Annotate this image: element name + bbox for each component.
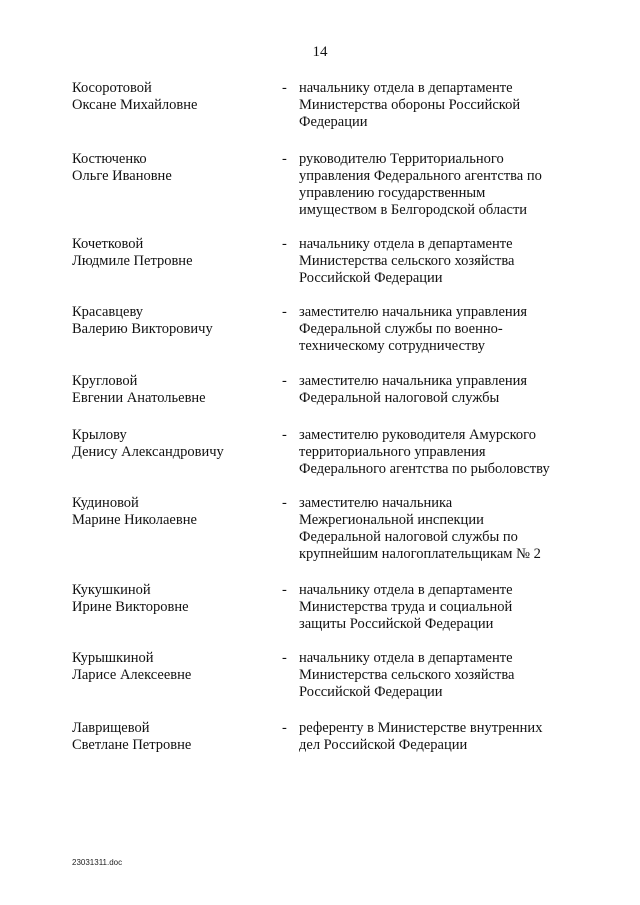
person-name-line: Ирине Викторовне xyxy=(72,599,189,615)
position-title-line: Министерства сельского хозяйства xyxy=(299,667,515,683)
person-name-line: Косоротовой xyxy=(72,80,152,96)
separator-dash: - xyxy=(282,495,287,511)
separator-dash: - xyxy=(282,304,287,320)
appointment-entry xyxy=(72,236,592,286)
separator-dash: - xyxy=(282,427,287,443)
position-title-line: заместителю начальника управления xyxy=(299,373,528,389)
position-title xyxy=(299,80,579,131)
appointment-entry xyxy=(72,582,592,632)
appointment-entry xyxy=(72,720,592,753)
position-title-line: Российской Федерации xyxy=(299,684,443,700)
position-title xyxy=(299,236,579,287)
position-title-line: заместителю начальника xyxy=(299,495,453,511)
person-name xyxy=(72,427,272,461)
person-name-line: Крылову xyxy=(72,427,127,443)
separator-dash: - xyxy=(282,236,287,252)
separator-dash: - xyxy=(282,650,287,666)
position-title-line: Федеральной налоговой службы по xyxy=(299,529,518,545)
appointment-entry xyxy=(72,495,592,562)
appointment-entry xyxy=(72,650,592,700)
person-name xyxy=(72,650,272,684)
position-title xyxy=(299,427,579,478)
person-name-line: Светлане Петровне xyxy=(72,737,192,753)
position-title-line: имуществом в Белгородской области xyxy=(299,202,528,218)
position-title-line: Межрегиональной инспекции xyxy=(299,512,484,528)
person-name xyxy=(72,80,272,114)
file-name-footer: 23031311.doc xyxy=(72,858,123,867)
page-number: 14 xyxy=(312,44,328,60)
position-title xyxy=(299,720,579,754)
position-title xyxy=(299,373,579,407)
person-name xyxy=(72,151,272,185)
position-title xyxy=(299,495,579,563)
position-title-line: техническому сотрудничеству xyxy=(299,338,485,354)
person-name-line: Кукушкиной xyxy=(72,582,151,598)
person-name xyxy=(72,495,272,529)
position-title xyxy=(299,582,579,633)
position-title-line: заместителю руководителя Амурского xyxy=(299,427,536,443)
person-name-line: Людмиле Петровне xyxy=(72,253,193,269)
person-name xyxy=(72,720,272,754)
position-title-line: Российской Федерации xyxy=(299,270,443,286)
position-title-line: управлению государственным xyxy=(299,185,486,201)
position-title xyxy=(299,151,579,219)
person-name-line: Кудиновой xyxy=(72,495,139,511)
position-title-line: Федеральной службы по военно- xyxy=(299,321,503,337)
position-title-line: начальнику отдела в департаменте xyxy=(299,650,513,666)
position-title-line: Министерства труда и социальной xyxy=(299,599,513,615)
separator-dash: - xyxy=(282,582,287,598)
position-title-line: Министерства обороны Российской xyxy=(299,97,521,113)
person-name xyxy=(72,373,272,407)
person-name-line: Ольге Ивановне xyxy=(72,168,172,184)
person-name-line: Лаврищевой xyxy=(72,720,150,736)
separator-dash: - xyxy=(282,720,287,736)
position-title-line: крупнейшим налогоплательщикам № 2 xyxy=(299,546,541,562)
position-title-line: Федерального агентства по рыболовству xyxy=(299,461,550,477)
position-title xyxy=(299,304,579,355)
appointment-entry xyxy=(72,427,592,477)
position-title xyxy=(299,650,579,701)
appointment-entry xyxy=(72,151,592,218)
appointment-entry xyxy=(72,373,592,406)
separator-dash: - xyxy=(282,80,287,96)
person-name-line: Красавцеву xyxy=(72,304,144,320)
person-name-line: Валерию Викторовичу xyxy=(72,321,213,337)
position-title-line: территориального управления xyxy=(299,444,486,460)
person-name-line: Курышкиной xyxy=(72,650,154,666)
position-title-line: начальнику отдела в департаменте xyxy=(299,236,513,252)
person-name-line: Марине Николаевне xyxy=(72,512,197,528)
appointment-entry xyxy=(72,304,592,354)
position-title-line: начальнику отдела в департаменте xyxy=(299,80,513,96)
person-name-line: Ларисе Алексеевне xyxy=(72,667,192,683)
appointment-entry xyxy=(72,80,592,130)
person-name-line: Денису Александровичу xyxy=(72,444,224,460)
person-name-line: Евгении Анатольевне xyxy=(72,390,206,406)
person-name-line: Кругловой xyxy=(72,373,138,389)
position-title-line: Федеральной налоговой службы xyxy=(299,390,500,406)
separator-dash: - xyxy=(282,151,287,167)
separator-dash: - xyxy=(282,373,287,389)
person-name-line: Оксане Михайловне xyxy=(72,97,198,113)
position-title-line: защиты Российской Федерации xyxy=(299,616,494,632)
person-name xyxy=(72,582,272,616)
person-name xyxy=(72,304,272,338)
position-title-line: начальнику отдела в департаменте xyxy=(299,582,513,598)
person-name-line: Костюченко xyxy=(72,151,147,167)
position-title-line: заместителю начальника управления xyxy=(299,304,528,320)
position-title-line: управления Федерального агентства по xyxy=(299,168,542,184)
position-title-line: руководителю Территориального xyxy=(299,151,504,167)
position-title-line: референту в Министерстве внутренних xyxy=(299,720,543,736)
person-name-line: Кочетковой xyxy=(72,236,144,252)
position-title-line: дел Российской Федерации xyxy=(299,737,468,753)
position-title-line: Федерации xyxy=(299,114,368,130)
position-title-line: Министерства сельского хозяйства xyxy=(299,253,515,269)
person-name xyxy=(72,236,272,270)
